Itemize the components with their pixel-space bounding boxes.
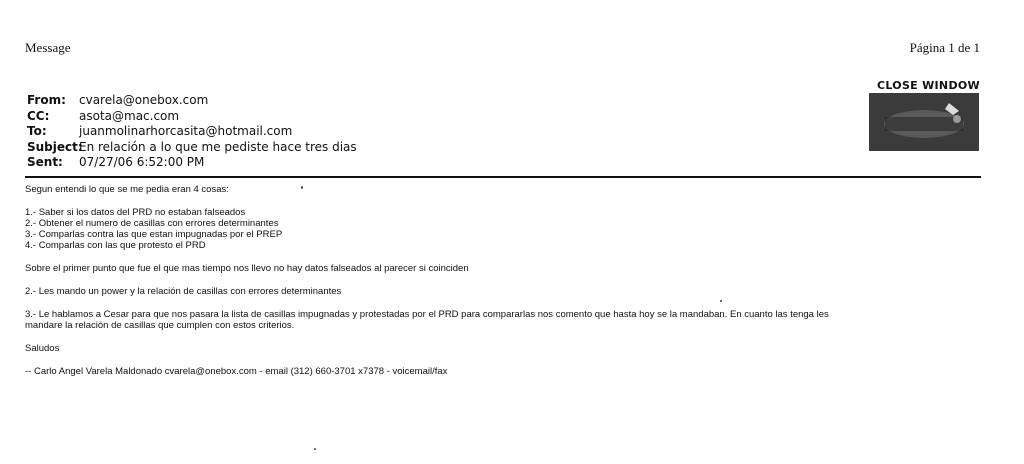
- subject-label: Subject:: [27, 139, 83, 154]
- body-intro: Segun entendi lo que se me pedia eran 4 cosas:: [25, 184, 229, 195]
- scan-speck: [301, 186, 303, 189]
- header-sent: [27, 155, 357, 171]
- subject-value: En relación a lo que me pediste hace tres dias: [79, 139, 357, 154]
- email-body: [25, 184, 970, 377]
- sent-label: Sent:: [27, 155, 63, 169]
- page-number: Página 1 de 1: [909, 40, 980, 55]
- to-value: juanmolinarhorcasita@hotmail.com: [79, 124, 293, 138]
- cc-label: CC:: [27, 108, 50, 123]
- onebox-logo: [869, 93, 979, 151]
- list-item: 2.- Obtener el numero de casillas con errores determinantes: [25, 218, 279, 229]
- header-to: [27, 124, 357, 140]
- body-paragraph-3-line-1: 3.- Le hablamos a Cesar para que nos pasara la lista de casillas impugnadas y protestadas por el PRD para compararlas nos comento que hasta hoy se la mandaban. En cuanto las tenga les: [25, 309, 829, 320]
- body-paragraph-1: Sobre el primer punto que fue el que mas tiempo nos llevo no hay datos falseados al parecer si coinciden: [25, 263, 469, 274]
- scan-speck: [720, 300, 722, 302]
- signature: -- Carlo Angel Varela Maldonado cvarela@onebox.com - email (312) 660-3701 x7378 - voicemail/fax: [25, 366, 448, 377]
- onebox-logo-graphic: [869, 93, 979, 151]
- scan-speck: [314, 448, 316, 450]
- list-item: 4.- Comparlas con las que protesto el PRD: [25, 240, 206, 251]
- to-label: To:: [27, 124, 47, 138]
- header-divider: [25, 176, 981, 178]
- header-cc: [27, 109, 357, 125]
- cc-value: asota@mac.com: [79, 108, 180, 123]
- list-item: 1.- Saber si los datos del PRD no estaban falseados: [25, 207, 246, 218]
- page-header-title: Message: [25, 40, 71, 55]
- closing: Saludos: [25, 343, 60, 354]
- header-subject: [27, 140, 357, 156]
- header-from: [27, 93, 357, 109]
- close-window-link[interactable]: CLOSE WINDOW: [877, 79, 980, 92]
- list-item: 3.- Comparlas contra las que estan impugnadas por el PREP: [25, 229, 283, 240]
- sent-value: 07/27/06 6:52:00 PM: [79, 155, 205, 169]
- from-label: From:: [27, 93, 66, 107]
- body-paragraph-3-line-2: mandare la relación de casillas que cumplen con estos criterios.: [25, 320, 295, 331]
- email-headers: [27, 93, 357, 171]
- from-value: cvarela@onebox.com: [79, 93, 209, 107]
- body-paragraph-2: 2.- Les mando un power y la relación de casillas con errores determinantes: [25, 286, 342, 297]
